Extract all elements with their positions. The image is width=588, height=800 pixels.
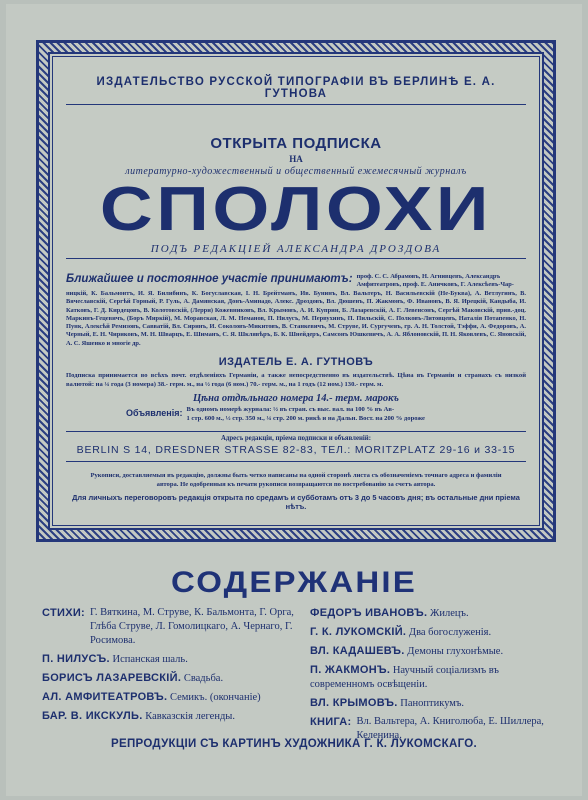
toc-author: ФЕДОРЪ ИВАНОВЪ. [310, 607, 428, 619]
table-of-contents [42, 606, 558, 747]
toc-work: Два богослуженія. [408, 627, 492, 638]
contributors-heading: Ближайшее и постоянное участіе принимаютъ: [66, 273, 353, 285]
toc-entry [310, 696, 558, 711]
announcement-frame [36, 40, 556, 542]
toc-entry [42, 690, 298, 705]
office-hours-note: Для личныхъ переговоровъ редакція открыта по средамъ и субботамъ отъ 3 до 5 часовъ дня; въ остальные дни пріема нѣтъ. [72, 493, 520, 512]
toc-work: Паноптикумъ. [400, 698, 464, 709]
toc-entry [310, 663, 558, 692]
subscription-terms: Подписка принимается во всѣхъ почт. отдѣленіяхъ Германіи, а также непосредственно въ издательствѣ. Цѣна въ Германіи и странахъ съ низкой валютой: на ¼ года (3 номера) 38.- герм. м., на ½ года (6 ном.) 70.- герм. м., на 1 годъ (12 ном.) 130.- герм. м. [66, 372, 526, 388]
toc-author: Г. К. ЛУКОМСКІЙ. [310, 626, 407, 638]
editorial-address: BERLIN S 14, DRESDNER STRASSE 82-83, ТЕЛ.: MORITZPLATZ 29-16 и 33-15 [66, 444, 526, 462]
toc-entry [42, 671, 298, 686]
contributors-heading-row [66, 273, 526, 289]
ads-text-block [186, 406, 425, 423]
ads-text-line: Въ одномъ номерѣ журнала: ½ въ стран. съ выс. вал. на 100 % въ Ав- [186, 406, 395, 414]
manuscripts-note: Рукописи, доставляемыя въ редакцію, должны быть четко написаны на одной сторонѣ листа съ обозначеніемъ точнаго адреса и фамиліи автора. Не одобренныя къ печати рукописи возвращаются по востребованію за счетъ автора. [90, 472, 502, 488]
toc-author: КНИГА: [310, 716, 352, 728]
publisher-heading: ИЗДАТЕЛЬСТВО РУССКОЙ ТИПОГРАФIИ ВЪ БЕРЛИНѢ Е. А. ГУТНОВА [66, 76, 526, 105]
toc-work: Свадьба. [183, 673, 224, 684]
announcement-panel [48, 52, 544, 530]
publisher-line: ИЗДАТЕЛЬ Е. А. ГУТНОВЪ [218, 356, 374, 369]
toc-work: Вл. Вальтера, А. Книголюба, Е. Шиллера, Келенина. [356, 716, 544, 741]
contents-title: СОДЕРЖАНІЕ [170, 566, 418, 599]
single-issue-price: Цѣна отдѣльнаго номера 14.- терм. марокъ [193, 393, 399, 405]
contributors-names-first: проф. С. С. Абрамовъ, Н. Агнивцевъ, Александръ Амфитеатровъ, проф. Е. Аничковъ, Г. Алексѣевъ-Чар- [356, 273, 514, 288]
subscription-announcement: ОТКРЫТА ПОДПИСКА [210, 135, 382, 152]
ads-rates [126, 406, 526, 423]
toc-author: ВЛ. КРЫМОВЪ. [310, 697, 398, 709]
toc-entry [310, 625, 558, 640]
toc-author: АЛ. АМФИТЕАТРОВЪ. [42, 691, 168, 703]
reproductions-note: РЕПРОДУКЦІИ СЪ КАРТИНЪ ХУДОЖНИКА Г. К. ЛУКОМСКАГО. [111, 738, 477, 750]
toc-work: Научный соціализмъ въ современномъ освѣщеніи. [310, 665, 499, 690]
toc-work: Демоны глухонѣмые. [407, 646, 504, 657]
toc-left-column [42, 606, 298, 747]
journal-subtitle: литературно-художественный и общественный ежемесячный журналъ [125, 166, 467, 177]
toc-right-column [310, 606, 558, 747]
toc-entry [310, 644, 558, 659]
toc-author: БАР. В. ИКСКУЛЬ. [42, 710, 143, 722]
toc-author: СТИХИ: [42, 607, 86, 619]
toc-entry [42, 606, 298, 648]
toc-entry [310, 606, 558, 621]
toc-work: Семикъ. (окончаніе) [169, 692, 261, 703]
contributors-names: ницкій, К. Бальмонтъ, И. Я. Билибинъ, К. Богуславская, І. Н. Брейтманъ, Ив. Бунинъ, Вл. Вальтеръ, Н. Васильевскій (Не-Буква), А. Ветлугинъ, В. Вячеславскій, Сергѣй Горный, Р. Гуль, А. Дамянская, Донъ-Аминадо, Алекс. Дроздовъ, Вл. Дюшенъ, П. Жакмонъ, Ф. Ивановъ, В. Я. Ирецкій, Кандыба, И. Катковъ, Г. Д. Кирдецовъ, В. Колотовскій, (Лерри) Кожевниковъ, Вл. Крымовъ, А. И. Куприн, Б. Лазаревскій, А. Г. Левенсонъ, Сергѣй Маковскій, прив.-доц. Маркинъ-Гецевичъ, (Боръ Миркій), М. Моравская, Л. М. Неманов, П. Нилусъ, М. Первухинъ, П. Пильскій, С. Полковъ-Литовцевъ, Наталія Потапенко, Н. Пунк, Алексѣй Ремизовъ, Савватій, Вл. Сиринъ, И. Соколовъ-Микитовъ, В. Станкевичъ, М. Струве, И. Сургучевъ, гр. А. Н. Толстой, Тэффи, А. Федоровъ, А. Черный, Е. Н. Чириковъ, М. Н. Шварцъ, Е. Шиманъ, С. Я. Шклявѣръ, Б. К. Шнейдеръ, Самсонъ Юшкевичъ, А. А. Яблоновскій, П. Н. Яковлевъ, С. Яновскій, А. С. Яшенко и многіе др. [66, 290, 526, 347]
journal-title: СПОЛОХИ [99, 175, 493, 244]
toc-author: П. НИЛУСЪ. [42, 653, 110, 665]
toc-work: Г. Вяткина, М. Струве, К. Бальмонта, Г. Орга, Глѣба Струве, Л. Гомолицкаго, А. Чернаго, Г. Росимова. [90, 607, 294, 646]
ads-label: Объявленія: [126, 408, 183, 419]
toc-work: Жилецъ. [429, 608, 469, 619]
address-intro: Адресъ редакціи, пріема подписки и объявленій: [66, 431, 526, 442]
toc-author: П. ЖАКМОНЪ. [310, 664, 391, 676]
editor-line: ПОДЪ РЕДАКЦIЕЙ АЛЕКСАНДРА ДРОЗДОВА [66, 243, 526, 259]
toc-work: Испанская шаль. [112, 654, 188, 665]
announcement-preposition: НА [289, 154, 303, 164]
toc-entry [42, 709, 298, 724]
toc-author: ВЛ. КАДАШЕВЪ. [310, 645, 405, 657]
ads-text-line: 1 стр. 600 м., ½ стр. 350 м., ¼ стр. 200 м. рикѣ и на Дальн. Вост. на 200 % дороже [186, 414, 425, 422]
toc-entry [42, 652, 298, 667]
toc-work: Кавказскія легенды. [145, 711, 235, 722]
toc-author: БОРИСЪ ЛАЗАРЕВСКІЙ. [42, 672, 182, 684]
